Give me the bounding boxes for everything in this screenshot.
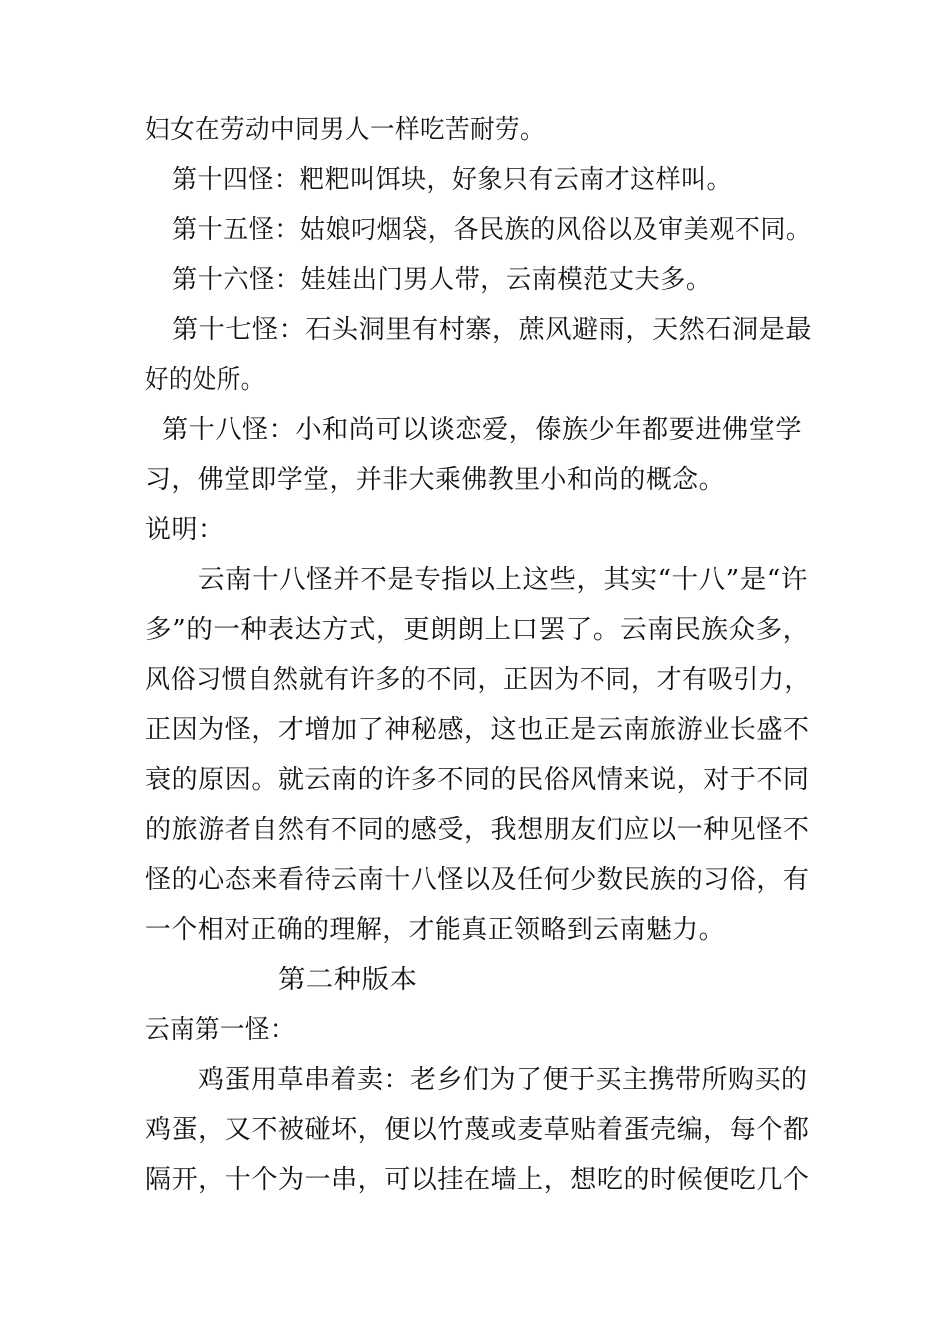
- text-line: 第十四怪：粑粑叫饵块，好象只有云南才这样叫。: [172, 165, 733, 195]
- text-line: 第十五怪：姑娘叼烟袋，各民族的风俗以及审美观不同。: [172, 215, 812, 245]
- text-line: 风俗习惯自然就有许多的不同，正因为不同，才有吸引力，: [145, 665, 811, 695]
- text-line: 第十六怪：娃娃出门男人带，云南模范丈夫多。: [172, 265, 712, 295]
- text-line: 一个相对正确的理解，才能真正领略到云南魅力。: [145, 915, 726, 945]
- text-line: 正因为怪，才增加了神秘感，这也正是云南旅游业长盛不: [145, 715, 810, 745]
- section-label: 说明：: [145, 515, 225, 545]
- text-line: 衰的原因。就云南的许多不同的民俗风情来说，对于不同: [145, 765, 810, 795]
- text-line: 的旅游者自然有不同的感受，我想朋友们应以一种见怪不: [145, 815, 810, 845]
- text-line: 隔开，十个为一串，可以挂在墙上，想吃的时候便吃几个: [145, 1165, 810, 1195]
- text-line: 习，佛堂即学堂，并非大乘佛教里小和尚的概念。: [145, 465, 726, 495]
- section-label: 云南第一怪：: [145, 1015, 296, 1045]
- text-line: 第十七怪：石头洞里有村寨，蔗风避雨，天然石洞是最: [172, 315, 813, 345]
- text-line: 好的处所。: [145, 365, 265, 395]
- text-line: 妇女在劳动中同男人一样吃苦耐劳。: [145, 115, 546, 145]
- text-line: 第十八怪：小和尚可以谈恋爱，傣族少年都要进佛堂学: [162, 415, 803, 445]
- text-line: 云南十八怪并不是专指以上这些，其实“十八”是“许: [198, 565, 808, 595]
- section-heading: 第二种版本: [278, 965, 418, 995]
- text-line: 怪的心态来看待云南十八怪以及任何少数民族的习俗，有: [145, 865, 810, 895]
- text-line: 鸡蛋用草串着卖：老乡们为了便于买主携带所购买的: [198, 1065, 808, 1095]
- text-line: 多”的一种表达方式，更朗朗上口罢了。云南民族众多，: [145, 615, 810, 645]
- text-line: 鸡蛋，又不被碰坏，便以竹蔑或麦草贴着蛋壳编，每个都: [145, 1115, 810, 1145]
